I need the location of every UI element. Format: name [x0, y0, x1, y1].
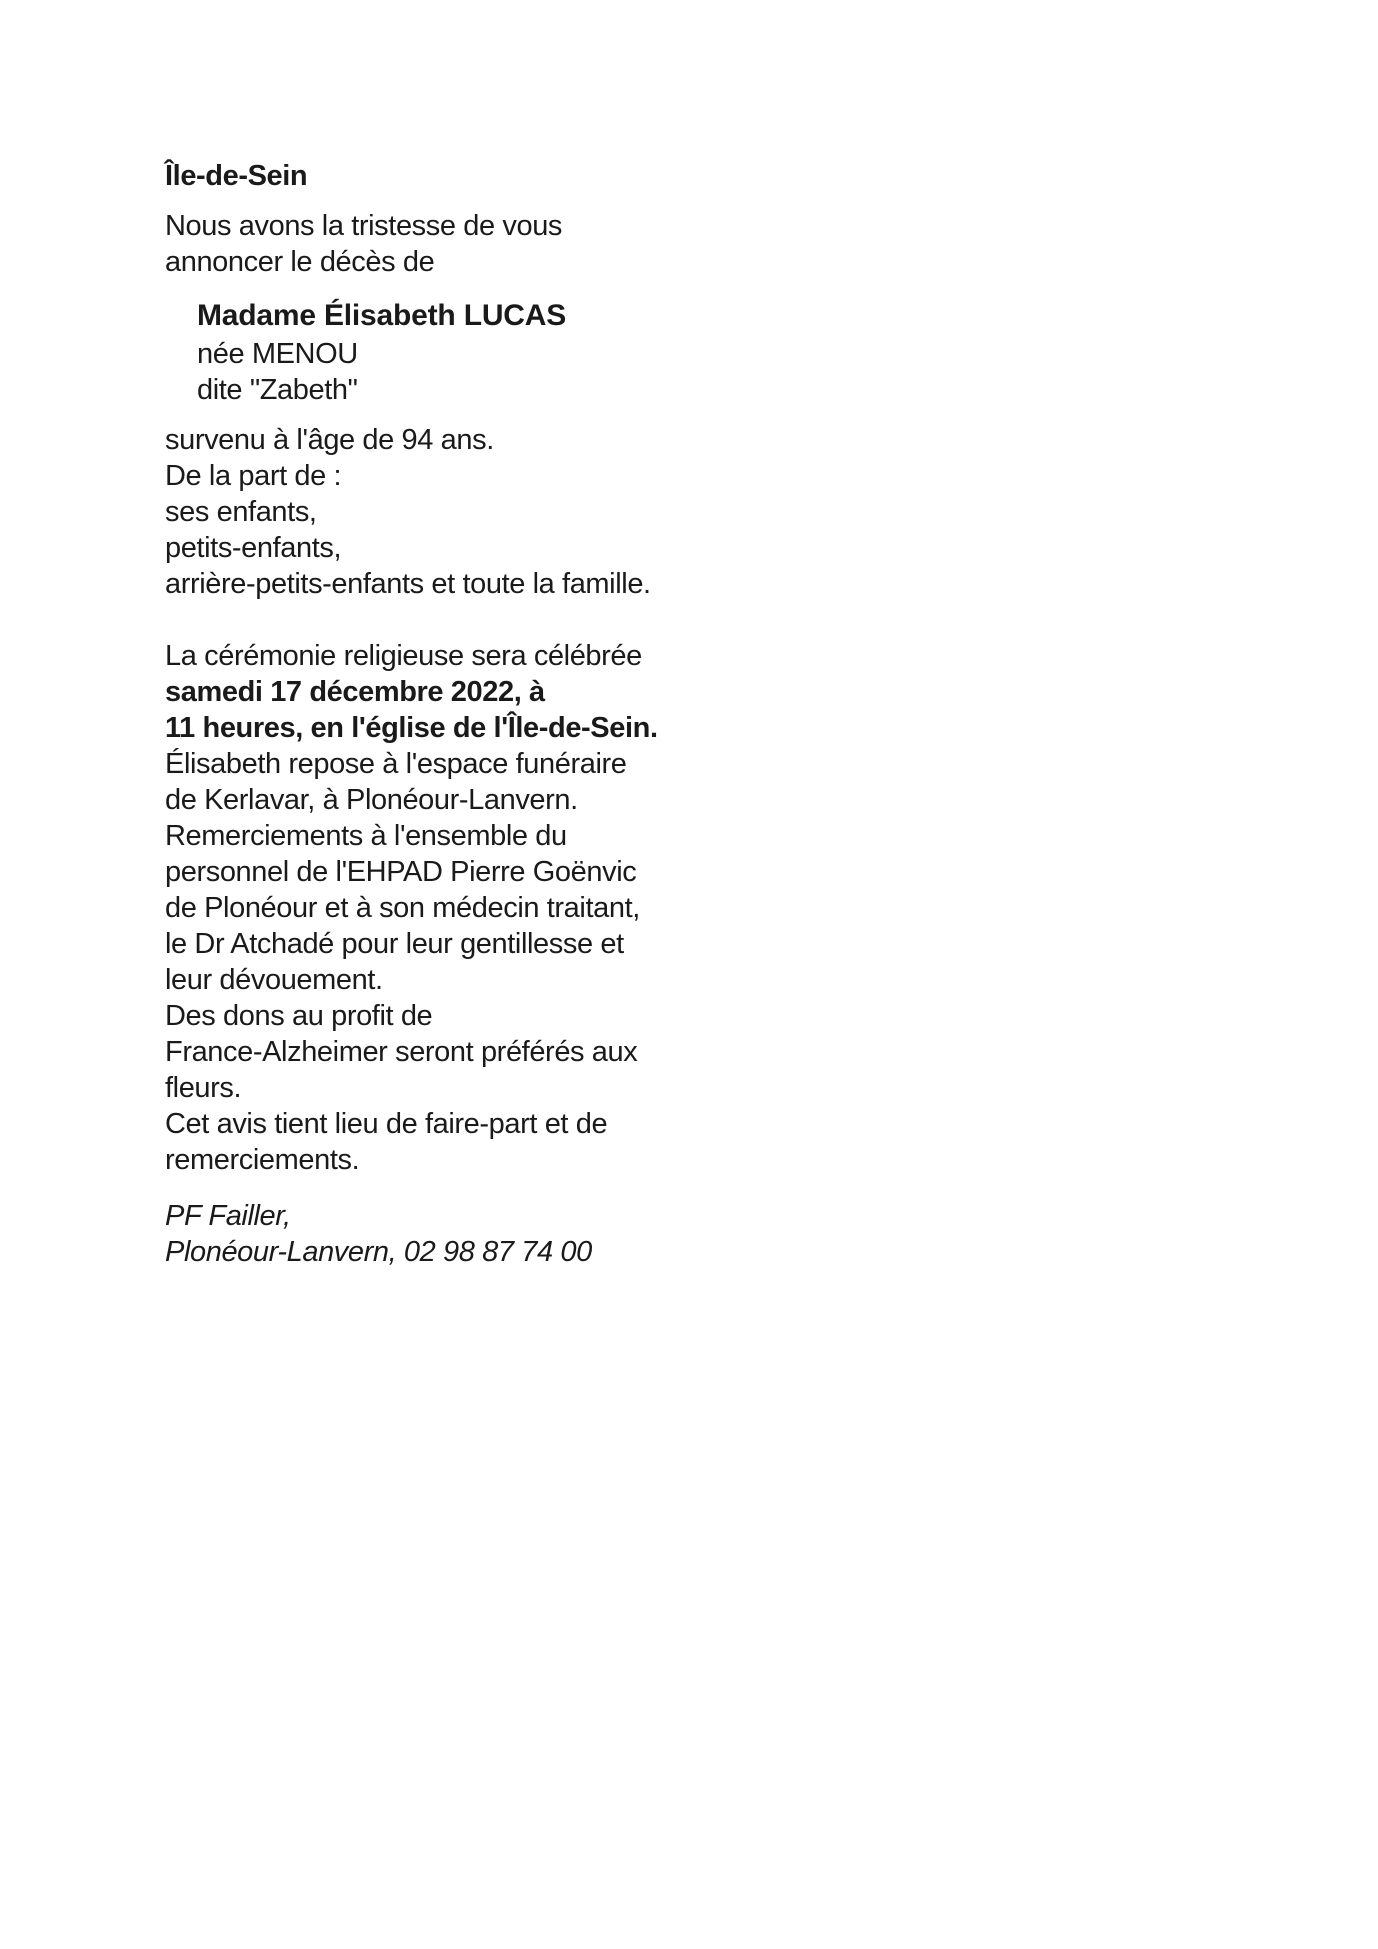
- funeral-home-contact: Plonéour-Lanvern, 02 98 87 74 00: [165, 1236, 592, 1268]
- deceased-name: Madame Élisabeth LUCAS: [197, 299, 567, 332]
- ceremony-and-details-block: [165, 638, 785, 1178]
- funeral-home-name: PF Failler,: [165, 1200, 291, 1232]
- detail-line: Des dons au profit de: [165, 1000, 433, 1032]
- signature-block: [165, 1198, 785, 1270]
- obituary-notice: [165, 158, 785, 1270]
- detail-line: Élisabeth repose à l'espace funéraire: [165, 748, 627, 780]
- detail-line: Cet avis tient lieu de faire-part et de: [165, 1108, 608, 1140]
- deceased-nickname: dite "Zabeth": [197, 374, 358, 406]
- family-line: petits-enfants,: [165, 532, 342, 564]
- detail-line: leur dévouement.: [165, 964, 383, 996]
- age-and-family-block: [165, 422, 785, 602]
- detail-line: remerciements.: [165, 1144, 360, 1176]
- deceased-block: [165, 298, 785, 408]
- detail-line: fleurs.: [165, 1072, 242, 1104]
- detail-line: de Kerlavar, à Plonéour-Lanvern.: [165, 784, 578, 816]
- family-intro-line: De la part de :: [165, 460, 342, 492]
- detail-line: personnel de l'EHPAD Pierre Goënvic: [165, 856, 637, 888]
- announcement-line: annoncer le décès de: [165, 246, 435, 278]
- announcement-block: [165, 208, 785, 280]
- ceremony-intro: La cérémonie religieuse sera célébrée: [165, 640, 642, 672]
- family-line: arrière-petits-enfants et toute la famille.: [165, 568, 651, 600]
- detail-line: de Plonéour et à son médecin traitant,: [165, 892, 640, 924]
- age-line: survenu à l'âge de 94 ans.: [165, 424, 494, 456]
- deceased-birth-name: née MENOU: [197, 338, 358, 370]
- announcement-line: Nous avons la tristesse de vous: [165, 210, 563, 242]
- location-heading: Île-de-Sein: [165, 160, 308, 192]
- detail-line: le Dr Atchadé pour leur gentillesse et: [165, 928, 624, 960]
- ceremony-time-place: 11 heures, en l'église de l'Île-de-Sein.: [165, 712, 658, 744]
- detail-line: France-Alzheimer seront préférés aux: [165, 1036, 638, 1068]
- family-line: ses enfants,: [165, 496, 317, 528]
- detail-line: Remerciements à l'ensemble du: [165, 820, 567, 852]
- ceremony-date: samedi 17 décembre 2022, à: [165, 676, 545, 708]
